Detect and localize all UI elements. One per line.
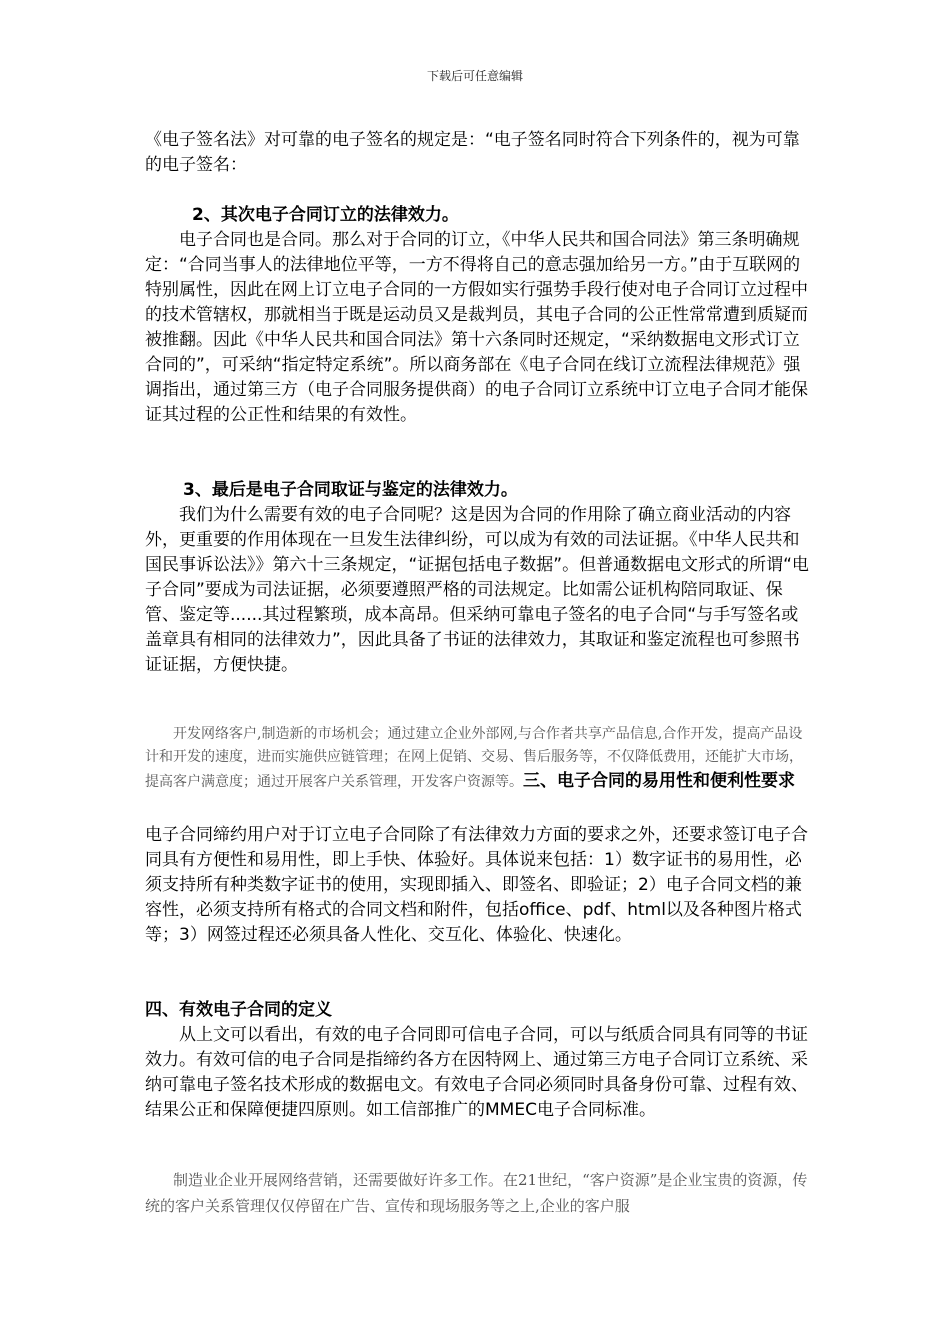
section-2	[145, 203, 813, 428]
gray-text: 开发网络客户,制造新的市场机会；通过建立企业外部网,与合作者共享产品信息,合作开发，提高产品设计和开发的速度，进而实施供应链管理；在网上促销、交易、售后服务等，不仅降低费用，还能扩大市场，提高客户满意度；通过开展客户关系管理，开发客户资源等。	[145, 726, 803, 790]
gray-paragraph-block	[145, 723, 813, 794]
gray-paragraph: 制造业企业开展网络营销，还需要做好许多工作。在21世纪，“客户资源”是企业宝贵的资源，传统的客户关系管理仅仅停留在广告、宣传和现场服务等之上,企业的客户服	[145, 1171, 808, 1215]
paragraph: 我们为什么需要有效的电子合同呢？这是因为合同的作用除了确立商业活动的内容外，更重要的作用体现在一旦发生法律纠纷，可以成为有效的司法证据。《中华人民共和国民事诉讼法》》第六十三条规定，“证据包括电子数据”。但普通数据电文形式的所谓“电子合同”要成为司法证据，必须要遵照严格的司法规定。比如需公证机构陪同取证、保管、鉴定等......其过程繁琐，成本高昂。但采纳可靠电子签名的电子合同“与手写签名或盖章具有相同的法律效力”，因此具备了书证的法律效力，其取证和鉴定流程也可参照书证证据，方便快捷。	[145, 505, 809, 675]
section-heading: 四、有效电子合同的定义	[145, 1000, 332, 1020]
section-5	[145, 998, 813, 1123]
inline-section-heading: 三、电子合同的易用性和便利性要求	[523, 771, 795, 791]
page-header: 下载后可任意编辑	[426, 69, 523, 83]
section-3	[145, 478, 813, 678]
section-4	[145, 823, 813, 948]
paragraph: 电子合同也是合同。那么对于合同的订立，《中华人民共和国合同法》第三条明确规定：“合同当事人的法律地位平等，一方不得将自己的意志强加给另一方。”由于互联网的特别属性，因此在网上订立电子合同的一方假如实行强势手段行使对电子合同订立过程中的技术管辖权，那就相当于既是运动员又是裁判员，其电子合同的公正性常常遭到质疑而被推翻。因此《中华人民共和国合同法》第十六条同时还规定，“采纳数据电文形式订立合同的”，可采纳“指定特定系统”。所以商务部在《电子合同在线订立流程法律规范》强调指出，通过第三方（电子合同服务提供商）的电子合同订立系统中订立电子合同才能保证其过程的公正性和结果的有效性。	[145, 230, 808, 425]
paragraph: 电子合同缔约用户对于订立电子合同除了有法律效力方面的要求之外，还要求签订电子合同具有方便性和易用性，即上手快、体验好。具体说来包括：1）数字证书的易用性，必须支持所有种类数字证书的使用，实现即插入、即签名、即验证；2）电子合同文档的兼容性，必须支持所有格式的合同文档和附件，包括office、pdf、html以及各种图片格式等；3）网签过程还必须具备人性化、交互化、体验化、快速化。	[145, 825, 808, 945]
paragraph: 从上文可以看出，有效的电子合同即可信电子合同，可以与纸质合同具有同等的书证效力。有效可信的电子合同是指缔约各方在因特网上、通过第三方电子合同订立系统、采纳可靠电子签名技术形成的数据电文。有效电子合同必须同时具备身份可靠、过程有效、结果公正和保障便捷四原则。如工信部推广的MMEC电子合同标准。	[145, 1025, 808, 1120]
gray-paragraph	[145, 723, 813, 794]
section-heading: 2、其次电子合同订立的法律效力。	[192, 205, 459, 225]
section-heading: 3、最后是电子合同取证与鉴定的法律效力。	[183, 480, 518, 500]
gray-paragraph-block-2	[145, 1167, 813, 1219]
paragraph: 《电子签名法》对可靠的电子签名的规定是：“电子签名同时符合下列条件的，视为可靠的电子签名：	[145, 130, 800, 175]
section-1	[145, 128, 813, 178]
